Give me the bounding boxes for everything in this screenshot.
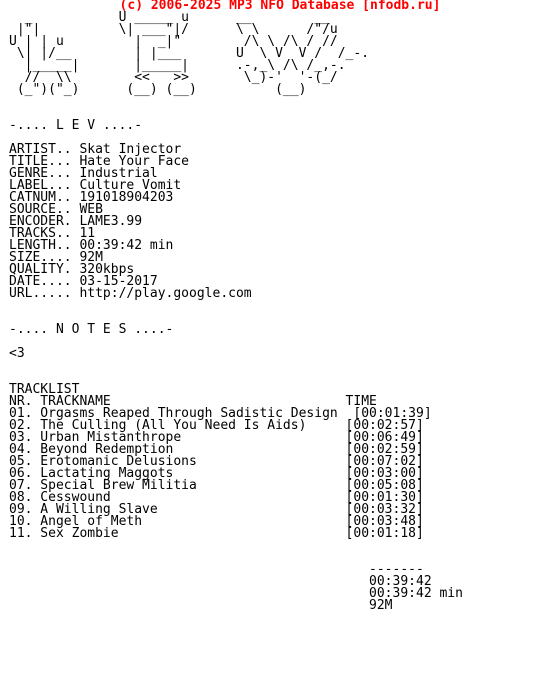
nfo-line: CATNUM.. 191018904203	[9, 190, 174, 205]
nfo-line: -.... N O T E S ....-	[9, 322, 174, 337]
nfo-line: |_____| |_____| .-,_\ /\ /_,-.	[9, 58, 346, 73]
nfo-line: -------	[9, 562, 424, 577]
nfo-line: 02. The Culling (All You Need Is Aids) [00:02:57]	[9, 418, 424, 433]
nfo-line: TRACKLIST	[9, 382, 80, 397]
nfo-line: LABEL... Culture Vomit	[9, 178, 182, 193]
nfo-line: 01. Orgasms Reaped Through Sadistic Design [00:01:39]	[9, 406, 432, 421]
nfo-line: URL..... http://play.google.com	[9, 286, 252, 301]
nfo-line: U | | u | _|" /\ \ /\ / //	[9, 34, 338, 49]
nfo-line: 05. Erotomanic Delusions [00:07:02]	[9, 454, 424, 469]
nfo-line: 00:39:42 min	[9, 586, 463, 601]
nfo-line: 07. Special Brew Militia [00:05:08]	[9, 478, 424, 493]
nfo-line: 09. A Willing Slave [00:03:32]	[9, 502, 424, 517]
nfo-line: 92M	[9, 598, 393, 613]
nfo-line: TITLE... Hate Your Face	[9, 154, 190, 169]
nfo-line: DATE.... 03-15-2017	[9, 274, 158, 289]
nfo-line: TRACKS.. 11	[9, 226, 96, 241]
nfo-line: // \\ << >> \_)-' '-(_/	[9, 70, 338, 85]
nfo-line	[9, 96, 463, 108]
nfo-line	[9, 360, 463, 372]
nfo-line: 11. Sex Zombie [00:01:18]	[9, 526, 424, 541]
nfo-line: 10. Angel of Meth [00:03:48]	[9, 514, 424, 529]
nfo-line: -.... L E V ....-	[9, 118, 143, 133]
nfo-line: _ U _____ u __ __	[9, 10, 330, 25]
nfo-line	[9, 540, 463, 552]
nfo-line: <3	[9, 346, 25, 361]
nfo-line: 03. Urban Mistanthrope [00:06:49]	[9, 430, 424, 445]
site-header: (c) 2006-2025 MP3 NFO Database [nfodb.ru]	[119, 0, 441, 13]
nfo-line: 08. Cesswound [00:01:30]	[9, 490, 424, 505]
nfo-body	[9, 12, 463, 612]
nfo-line: NR. TRACKNAME TIME	[9, 394, 377, 409]
nfo-line: ARTIST.. Skat Injector	[9, 142, 182, 157]
nfo-line: LENGTH.. 00:39:42 min	[9, 238, 174, 253]
nfo-line: 06. Lactating Maggots [00:03:00]	[9, 466, 424, 481]
nfo-line	[9, 336, 463, 348]
nfo-line: ENCODER. LAME3.99	[9, 214, 143, 229]
nfo-line: SIZE.... 92M	[9, 250, 103, 265]
nfo-line: SOURCE.. WEB	[9, 202, 103, 217]
nfo-line: GENRE... Industrial	[9, 166, 158, 181]
nfo-line: |"| \| ___"|/ \ \ /"/u	[9, 22, 338, 37]
nfo-line: \| |/__ | |___ U \ V V / /_-.	[9, 46, 370, 61]
nfo-line: 04. Beyond Redemption [00:02:59]	[9, 442, 424, 457]
nfo-line: QUALITY. 320kbps	[9, 262, 135, 277]
nfo-line	[9, 300, 463, 312]
nfo-line: 00:39:42	[9, 574, 432, 589]
nfo-line: (_")("_) (__) (__) (__)	[9, 82, 307, 97]
